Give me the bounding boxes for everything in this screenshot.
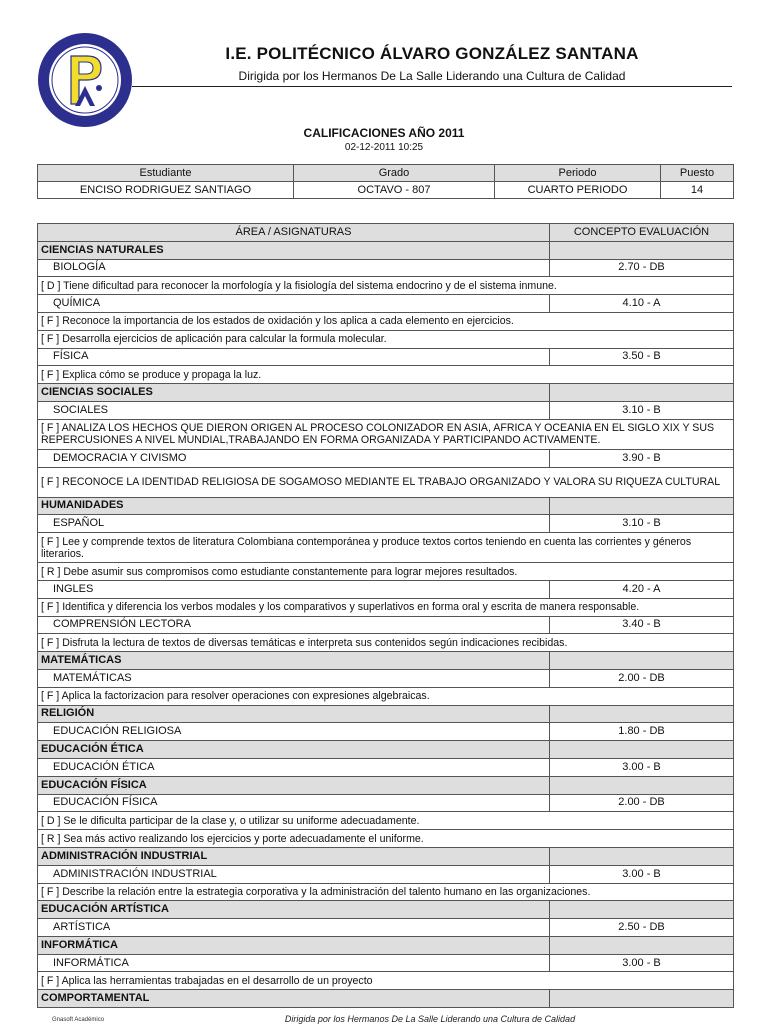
area-grade-cell	[550, 241, 734, 259]
area-grade-cell	[550, 776, 734, 794]
subject-row	[38, 919, 734, 937]
area-name: INFORMÁTICA	[38, 936, 550, 954]
area-name: EDUCACIÓN ÉTICA	[38, 741, 550, 759]
subject-row	[38, 794, 734, 812]
subject-row	[38, 954, 734, 972]
subject-name: ARTÍSTICA	[38, 919, 550, 937]
student-rank: 14	[661, 182, 734, 199]
subject-grade: 3.90 - B	[550, 449, 734, 467]
area-name: EDUCACIÓN FÍSICA	[38, 776, 550, 794]
indicator-text: [ F ] Disfruta la lectura de textos de diversas temáticas e interpreta sus contenidos según indicaciones recibidas.	[38, 634, 734, 652]
subject-name: INGLES	[38, 580, 550, 598]
grades-table	[37, 223, 734, 1008]
indicator-text: [ F ] Identifica y diferencia los verbos modales y los comparativos y superlativos en forma oral y escrita de manera responsable.	[38, 598, 734, 616]
area-row	[38, 847, 734, 865]
subject-name: MATEMÁTICAS	[38, 669, 550, 687]
subject-row	[38, 515, 734, 533]
indicator-text: [ F ] Lee y comprende textos de literatura Colombiana contemporánea y produce textos cortos teniendo en cuenta las corrientes y géneros literarios.	[38, 533, 734, 563]
subject-name: QUÍMICA	[38, 295, 550, 313]
area-name: HUMANIDADES	[38, 497, 550, 515]
subject-row	[38, 348, 734, 366]
header-divider	[132, 86, 732, 87]
area-name: MATEMÁTICAS	[38, 652, 550, 670]
subject-row	[38, 449, 734, 467]
indicator-row	[38, 330, 734, 348]
area-name: CIENCIAS SOCIALES	[38, 384, 550, 402]
period-header-cell: Periodo	[495, 165, 661, 182]
student-name: ENCISO RODRIGUEZ SANTIAGO	[38, 182, 294, 199]
school-name: I.E. POLITÉCNICO ÁLVARO GONZÁLEZ SANTANA	[225, 44, 639, 63]
area-row	[38, 936, 734, 954]
area-grade-cell	[550, 705, 734, 723]
subject-name: ESPAÑOL	[38, 515, 550, 533]
subject-name: FÍSICA	[38, 348, 550, 366]
area-row	[38, 705, 734, 723]
subject-grade: 1.80 - DB	[550, 723, 734, 741]
indicator-row	[38, 366, 734, 384]
footer-motto: Dirigida por los Hermanos De La Salle Liderando una Cultura de Calidad	[284, 1014, 576, 1024]
subject-name: ADMINISTRACIÓN INDUSTRIAL	[38, 865, 550, 883]
subject-name: INFORMÁTICA	[38, 954, 550, 972]
area-name: EDUCACIÓN ARTÍSTICA	[38, 901, 550, 919]
area-grade-cell	[550, 936, 734, 954]
student-values-row	[38, 182, 734, 199]
indicator-row	[38, 563, 734, 581]
indicator-row	[38, 467, 734, 497]
area-grade-cell	[550, 901, 734, 919]
subject-name: EDUCACIÓN ÉTICA	[38, 758, 550, 776]
indicator-text: [ F ] Desarrolla ejercicios de aplicación para calcular la formula molecular.	[38, 330, 734, 348]
subject-row	[38, 669, 734, 687]
indicator-row	[38, 830, 734, 848]
area-name: ADMINISTRACIÓN INDUSTRIAL	[38, 847, 550, 865]
report-title: CALIFICACIONES AÑO 2011	[303, 126, 465, 140]
grades-header-row	[38, 224, 734, 242]
subject-row	[38, 295, 734, 313]
subject-row	[38, 580, 734, 598]
grade-header-cell: Grado	[294, 165, 495, 182]
indicator-row	[38, 277, 734, 295]
subject-row	[38, 865, 734, 883]
area-name: RELIGIÓN	[38, 705, 550, 723]
subject-grade: 3.10 - B	[550, 515, 734, 533]
student-period: CUARTO PERIODO	[495, 182, 661, 199]
area-row	[38, 990, 734, 1008]
area-grade-cell	[550, 741, 734, 759]
subject-row	[38, 616, 734, 634]
area-row	[38, 652, 734, 670]
subject-grade: 3.00 - B	[550, 954, 734, 972]
indicator-text: [ R ] Debe asumir sus compromisos como estudiante constantemente para lograr mejores resultados.	[38, 563, 734, 581]
subject-grade: 3.00 - B	[550, 865, 734, 883]
indicator-text: [ D ] Se le dificulta participar de la clase y, o utilizar su uniforme adecuadamente.	[38, 812, 734, 830]
indicator-text: [ F ] Explica cómo se produce y propaga la luz.	[38, 366, 734, 384]
student-header-cell: Estudiante	[38, 165, 294, 182]
student-header-row	[38, 165, 734, 182]
area-grade-cell	[550, 652, 734, 670]
subject-name: BIOLOGÍA	[38, 259, 550, 277]
area-grade-cell	[550, 847, 734, 865]
area-row	[38, 497, 734, 515]
school-seal-logo	[35, 30, 135, 130]
indicator-text: [ F ] RECONOCE LA IDENTIDAD RELIGIOSA DE SOGAMOSO MEDIANTE EL TRABAJO ORGANIZADO Y VALORA SU RIQUEZA CULTURAL	[38, 467, 734, 497]
indicator-row	[38, 312, 734, 330]
area-header-cell: ÁREA / ASIGNATURAS	[38, 224, 550, 242]
area-row	[38, 241, 734, 259]
indicator-row	[38, 972, 734, 990]
indicator-text: [ F ] Aplica las herramientas trabajadas en el desarrollo de un proyecto	[38, 972, 734, 990]
indicator-row	[38, 533, 734, 563]
subject-name: EDUCACIÓN FÍSICA	[38, 794, 550, 812]
subject-grade: 3.50 - B	[550, 348, 734, 366]
rank-header-cell: Puesto	[661, 165, 734, 182]
subject-grade: 3.40 - B	[550, 616, 734, 634]
area-row	[38, 741, 734, 759]
area-row	[38, 384, 734, 402]
footer-brand: Gnasoft Académico	[52, 1017, 105, 1023]
area-row	[38, 776, 734, 794]
area-grade-cell	[550, 990, 734, 1008]
indicator-row	[38, 634, 734, 652]
subject-grade: 4.10 - A	[550, 295, 734, 313]
subject-grade: 2.70 - DB	[550, 259, 734, 277]
student-grade: OCTAVO - 807	[294, 182, 495, 199]
indicator-text: [ F ] Aplica la factorizacion para resolver operaciones con expresiones algebraicas.	[38, 687, 734, 705]
area-row	[38, 901, 734, 919]
area-grade-cell	[550, 384, 734, 402]
subject-row	[38, 758, 734, 776]
subject-row	[38, 723, 734, 741]
indicator-row	[38, 812, 734, 830]
subject-row	[38, 401, 734, 419]
report-date: 02-12-2011 10:25	[344, 142, 424, 153]
indicator-text: [ D ] Tiene dificultad para reconocer la morfología y la fisiología del sistema endocrino y de el sistema inmune.	[38, 277, 734, 295]
indicator-text: [ F ] Reconoce la importancia de los estados de oxidación y los aplica a cada elemento en ejercicios.	[38, 312, 734, 330]
indicator-text: [ R ] Sea más activo realizando los ejercicios y porte adecuadamente el uniforme.	[38, 830, 734, 848]
school-motto: Dirigida por los Hermanos De La Salle Liderando una Cultura de Calidad	[238, 69, 626, 83]
subject-grade: 2.00 - DB	[550, 669, 734, 687]
subject-grade: 3.10 - B	[550, 401, 734, 419]
area-name: COMPORTAMENTAL	[38, 990, 550, 1008]
area-grade-cell	[550, 497, 734, 515]
indicator-text: [ F ] Describe la relación entre la estrategia corporativa y la administración del talento humano en las organizaciones.	[38, 883, 734, 901]
indicator-text: [ F ] ANALIZA LOS HECHOS QUE DIERON ORIGEN AL PROCESO COLONIZADOR EN ASIA, AFRICA Y OCEANIA EN EL SIGLO XIX Y SUS REPERCUSIONES A NIVEL MUNDIAL,TRABAJANDO EN FORMA ORGANIZADA Y PARTICIPANDO ACTIVAMENTE.	[38, 419, 734, 449]
subject-name: COMPRENSIÓN LECTORA	[38, 616, 550, 634]
student-info-table	[37, 164, 734, 199]
subject-name: DEMOCRACIA Y CIVISMO	[38, 449, 550, 467]
indicator-row	[38, 598, 734, 616]
area-name: CIENCIAS NATURALES	[38, 241, 550, 259]
subject-grade: 2.00 - DB	[550, 794, 734, 812]
subject-grade: 4.20 - A	[550, 580, 734, 598]
subject-name: EDUCACIÓN RELIGIOSA	[38, 723, 550, 741]
indicator-row	[38, 419, 734, 449]
subject-grade: 2.50 - DB	[550, 919, 734, 937]
indicator-row	[38, 687, 734, 705]
subject-name: SOCIALES	[38, 401, 550, 419]
indicator-row	[38, 883, 734, 901]
subject-grade: 3.00 - B	[550, 758, 734, 776]
evaluation-header-cell: CONCEPTO EVALUACIÓN	[550, 224, 734, 242]
subject-row	[38, 259, 734, 277]
